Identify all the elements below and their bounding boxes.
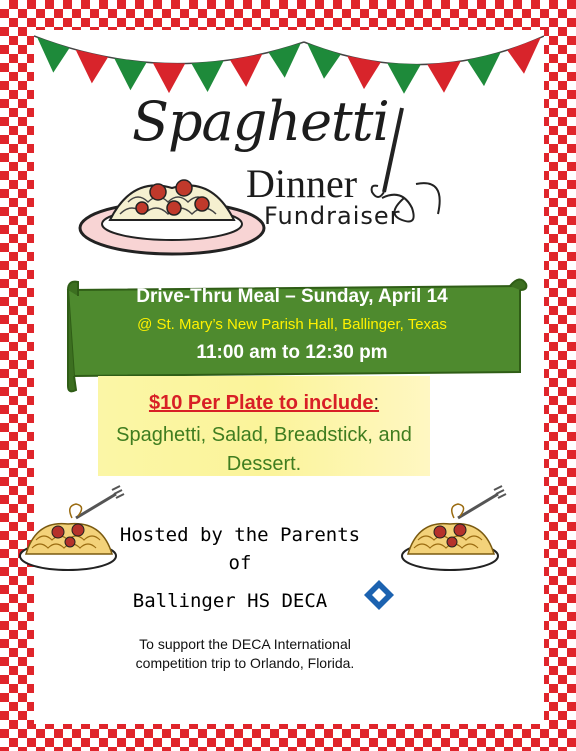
price-colon: : [373, 392, 380, 414]
hosted-line2: of [228, 552, 252, 574]
banner-location: @ St. Mary’s New Parish Hall, Ballinger, Texas [137, 316, 447, 333]
hosted-line1: Hosted by the Parents [119, 524, 361, 546]
pennant-flag [507, 37, 541, 73]
support-line1: To support the DECA International [139, 636, 351, 652]
pennant-flag [269, 43, 301, 78]
title-fundraiser: Fundraiser [264, 202, 401, 230]
banner-time: 11:00 am to 12:30 pm [196, 342, 388, 363]
pennant-flag [76, 50, 108, 84]
title-spaghetti: Spaghetti [132, 90, 389, 153]
support-line2: competition trip to Orlando, Florida. [135, 655, 355, 671]
spaghetti-plate-right [398, 484, 508, 580]
price-items-line1: Spaghetti, Salad, Breadstick, and [116, 424, 412, 446]
price-heading [98, 392, 430, 415]
hosted-line3: Ballinger HS DECA [132, 590, 328, 612]
pennant-flag [467, 52, 501, 86]
title-dinner: Dinner [246, 161, 358, 206]
deca-diamond-logo [362, 578, 396, 612]
price-heading-text: $10 Per Plate to include [148, 392, 374, 414]
price-items-line2: Dessert. [226, 453, 302, 475]
banner-date: Drive-Thru Meal – Sunday, April 14 [136, 286, 448, 307]
